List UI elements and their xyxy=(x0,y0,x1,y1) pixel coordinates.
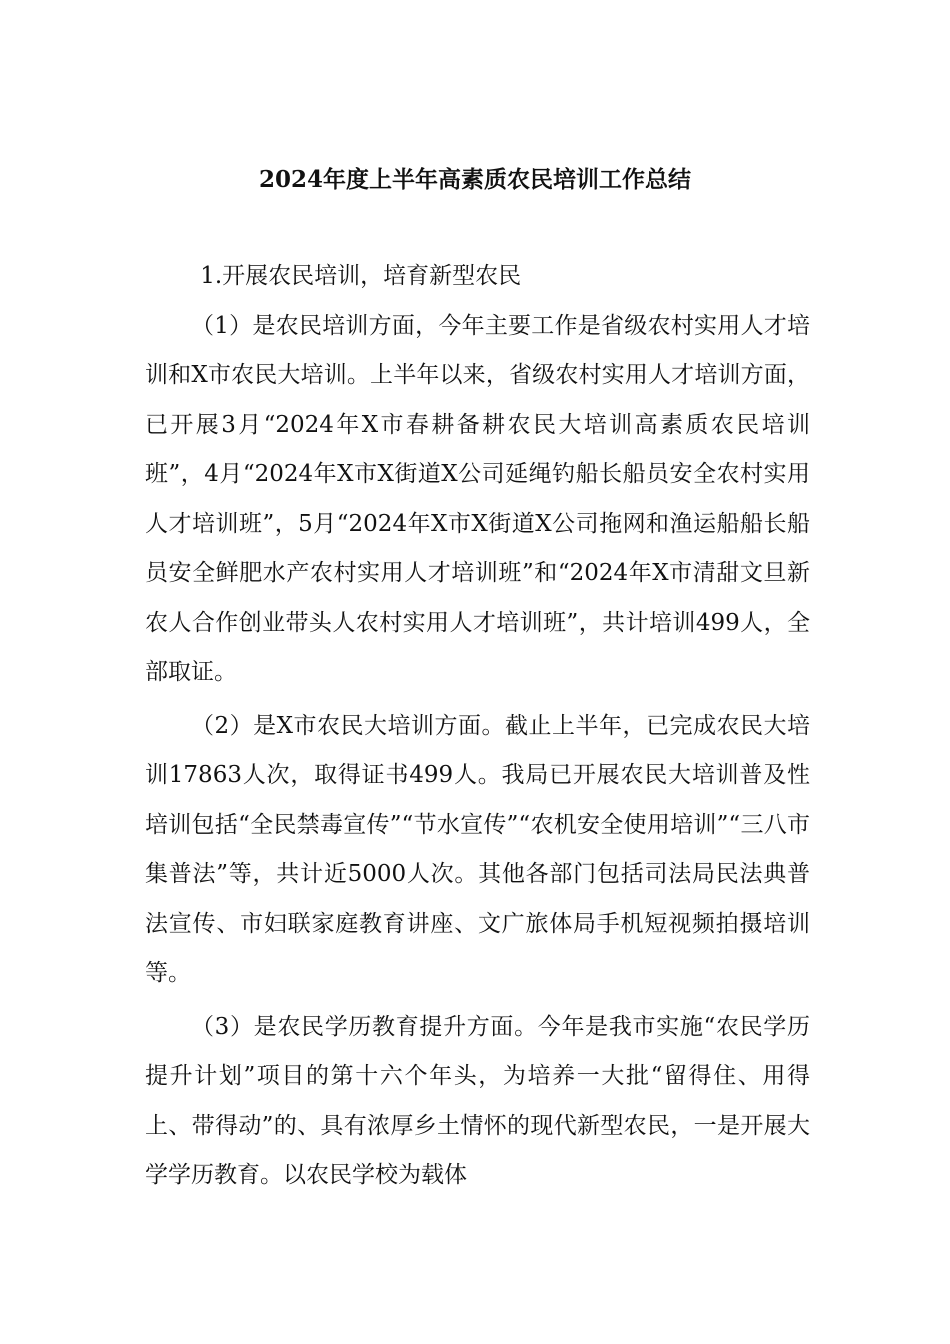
paragraph-3: （3）是农民学历教育提升方面。今年是我市实施“农民学历提升计划”项目的第十六个年头，为培养一大批“留得住、用得上、带得动”的、具有浓厚乡土情怀的现代新型农民，一是开展大学学历教育。以农民学校为载体 xyxy=(145,1013,810,1188)
section-heading: 1.开展农民培训，培育新型农民 xyxy=(200,263,522,289)
paragraph-2: （2）是X市农民大培训方面。截止上半年，已完成农民大培训17863人次，取得证书499人。我局已开展农民大培训普及性培训包括“全民禁毒宣传”“节水宣传”“农机安全使用培训”“三八市集普法”等，共计近5000人次。其他各部门包括司法局民法典普法宣传、市妇联家庭教育讲座、文广旅体局手机短视频拍摄培训等。 xyxy=(145,712,810,986)
document-title: 2024年度上半年高素质农民培训工作总结 xyxy=(258,166,691,193)
document-body xyxy=(145,252,810,1201)
paragraph-1: （1）是农民培训方面，今年主要工作是省级农村实用人才培训和X市农民大培训。上半年以来，省级农村实用人才培训方面，已开展3月“2024年X市春耕备耕农民大培训高素质农民培训班”，4月“2024年X市X街道X公司延绳钓船长船员安全农村实用人才培训班”，5月“2024年X市X街道X公司拖网和渔运船船长船员安全鲜肥水产农村实用人才培训班”和“2024年X市清甜文旦新农人合作创业带头人农村实用人才培训班”，共计培训499人，全部取证。 xyxy=(145,312,810,685)
